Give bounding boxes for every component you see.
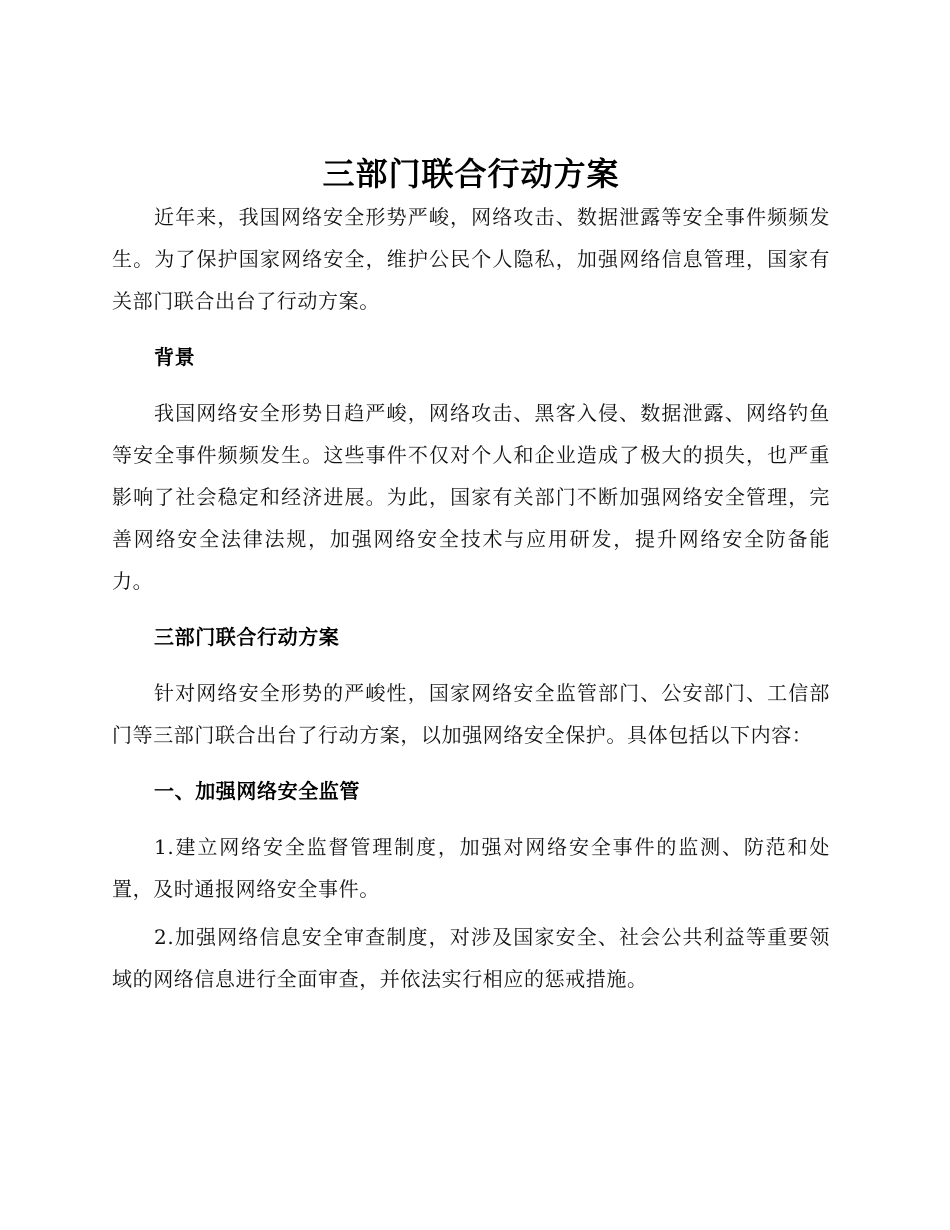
- spacer: [112, 322, 830, 336]
- spacer: [112, 602, 830, 616]
- spacer: [112, 812, 830, 826]
- document-body: [112, 152, 830, 1000]
- action-plan-paragraph: 针对网络安全形势的严峻性，国家网络安全监管部门、公安部门、工信部门等三部门联合出台了行动方案，以加强网络安全保护。具体包括以下内容：: [112, 681, 830, 747]
- intro-paragraph: 近年来，我国网络安全形势严峻，网络攻击、数据泄露等安全事件频频发生。为了保护国家网络安全，维护公民个人隐私，加强网络信息管理，国家有关部门联合出台了行动方案。: [112, 205, 830, 313]
- spacer: [112, 378, 830, 392]
- section-heading-action-plan: 三部门联合行动方案: [154, 625, 340, 649]
- spacer: [112, 756, 830, 770]
- list-item: 2.加强网络信息安全审查制度，对涉及国家安全、社会公共利益等重要领域的网络信息进行全面审查，并依法实行相应的惩戒措施。: [112, 925, 830, 991]
- section-heading-background: 背景: [154, 345, 196, 369]
- page-title: 三部门联合行动方案: [322, 155, 620, 193]
- list-item: 1.建立网络安全监督管理制度，加强对网络安全事件的监测、防范和处置，及时通报网络安全事件。: [112, 835, 830, 901]
- section-heading-supervision: 一、加强网络安全监管: [154, 779, 360, 803]
- spacer: [112, 658, 830, 672]
- background-paragraph: 我国网络安全形势日趋严峻，网络攻击、黑客入侵、数据泄露、网络钓鱼等安全事件频频发生。这些事件不仅对个人和企业造成了极大的损失，也严重影响了社会稳定和经济进展。为此，国家有关部门不断加强网络安全管理，完善网络安全法律法规，加强网络安全技术与应用研发，提升网络安全防备能力。: [112, 401, 830, 593]
